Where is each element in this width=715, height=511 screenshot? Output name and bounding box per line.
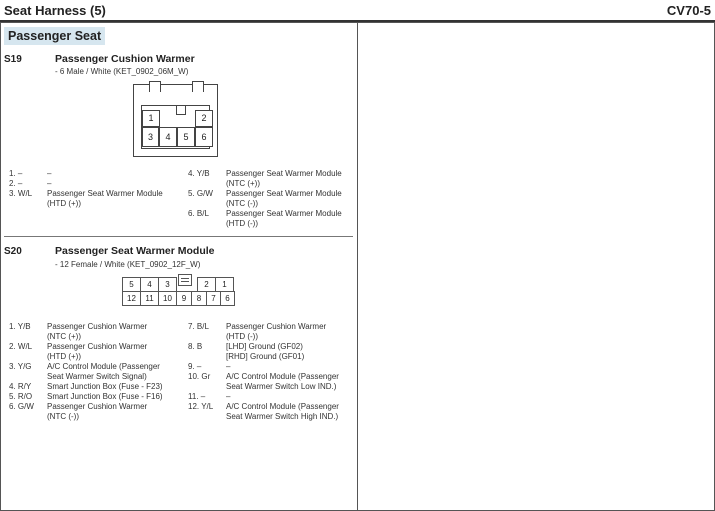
- page-title: Seat Harness (5): [4, 3, 106, 18]
- pin-cell: 3: [142, 127, 159, 147]
- pin-number: 6. G/W: [9, 402, 34, 411]
- section-separator: [4, 236, 353, 237]
- pin-description: –: [226, 362, 231, 371]
- pin-cell: 6: [220, 291, 235, 306]
- page-header: [0, 0, 715, 22]
- pin-cell: 8: [191, 291, 207, 306]
- connector-name-s19: Passenger Cushion Warmer: [55, 53, 195, 65]
- housing-tab-right: [192, 81, 204, 92]
- pin-row: [188, 209, 356, 229]
- pin-description: –: [226, 392, 231, 401]
- pin-cell: 11: [140, 291, 159, 306]
- pin-row: [9, 179, 184, 189]
- pin-cell: 2: [195, 110, 213, 127]
- pin-row: [188, 189, 356, 209]
- pin-description: –: [47, 169, 52, 178]
- pin-number: 4. R/Y: [9, 382, 32, 391]
- pin-description: Passenger Seat Warmer Module (HTD (+)): [47, 189, 163, 208]
- pin-row: [9, 322, 187, 342]
- pin-cell: 5: [177, 127, 195, 147]
- pin-description: Passenger Cushion Warmer (HTD (-)): [226, 322, 327, 341]
- connector-key: [176, 105, 186, 115]
- pin-cell: 12: [122, 291, 141, 306]
- pin-number: 2. –: [9, 179, 23, 188]
- pin-description: Passenger Cushion Warmer (NTC (+)): [47, 322, 148, 341]
- pin-row: [188, 322, 356, 342]
- pin-row: [188, 169, 356, 189]
- connector-latch: [178, 274, 192, 286]
- pin-cell: 3: [158, 277, 177, 292]
- connector-spec-s19: - 6 Male / White (KET_0902_06M_W): [55, 67, 189, 76]
- pin-list-s20-right: [188, 322, 356, 422]
- pin-description: Passenger Seat Warmer Module (HTD (-)): [226, 209, 342, 228]
- pin-cell: 7: [206, 291, 221, 306]
- housing-tab-left: [149, 81, 161, 92]
- pin-number: 2. W/L: [9, 342, 33, 351]
- pin-row: [9, 362, 187, 382]
- pin-cell: 4: [159, 127, 177, 147]
- pin-description: Passenger Seat Warmer Module (NTC (+)): [226, 169, 342, 188]
- pin-number: 10. Gr: [188, 372, 211, 381]
- pin-number: 7. B/L: [188, 322, 209, 331]
- pin-number: 12. Y/L: [188, 402, 214, 411]
- pin-row: [9, 392, 187, 402]
- pin-cell: 10: [158, 291, 177, 306]
- pin-row: [188, 392, 356, 402]
- pin-number: 5. R/O: [9, 392, 33, 401]
- connector-id-s19: S19: [4, 54, 22, 65]
- pin-cell: 2: [197, 277, 216, 292]
- connector-name-s20: Passenger Seat Warmer Module: [55, 245, 215, 257]
- pin-list-s19-right: [188, 169, 356, 229]
- pin-number: 3. W/L: [9, 189, 33, 198]
- pin-row: [9, 402, 187, 422]
- pin-row: [188, 362, 356, 372]
- pin-number: 3. Y/G: [9, 362, 32, 371]
- section-title: Passenger Seat: [4, 27, 105, 45]
- pin-description: Passenger Seat Warmer Module (NTC (-)): [226, 189, 342, 208]
- pin-list-s19-left: [9, 169, 184, 209]
- pin-number: 5. G/W: [188, 189, 213, 198]
- connector-diagram-s20: [121, 276, 235, 306]
- pin-description: A/C Control Module (Passenger Seat Warmer Switch High IND.): [226, 402, 339, 421]
- pin-number: 1. –: [9, 169, 23, 178]
- pin-description: Passenger Cushion Warmer (NTC (-)): [47, 402, 148, 421]
- pin-description: A/C Control Module (Passenger Seat Warmer Switch Signal): [47, 362, 160, 381]
- pin-row: [9, 189, 184, 209]
- pin-number: 8. B: [188, 342, 203, 351]
- column-divider: [357, 22, 358, 511]
- pin-description: A/C Control Module (Passenger Seat Warmer Switch Low IND.): [226, 372, 339, 391]
- pin-row: [188, 372, 356, 392]
- connector-id-s20: S20: [4, 246, 22, 257]
- pin-number: 11. –: [188, 392, 206, 401]
- pin-cell: 6: [195, 127, 213, 147]
- pin-row: [9, 169, 184, 179]
- pin-description: Passenger Cushion Warmer (HTD (+)): [47, 342, 148, 361]
- pin-row: [9, 342, 187, 362]
- pin-cell: 5: [122, 277, 141, 292]
- pin-row: [188, 402, 356, 422]
- connector-spec-s20: - 12 Female / White (KET_0902_12F_W): [55, 260, 201, 269]
- pin-description: [LHD] Ground (GF02) [RHD] Ground (GF01): [226, 342, 305, 361]
- connector-diagram-s19: [133, 84, 218, 157]
- pin-description: Smart Junction Box (Fuse - F23): [47, 382, 163, 391]
- pin-list-s20-left: [9, 322, 187, 422]
- page-code: CV70-5: [666, 3, 711, 18]
- pin-description: –: [47, 179, 52, 188]
- pin-cell: 1: [215, 277, 234, 292]
- pin-number: 4. Y/B: [188, 169, 210, 178]
- pin-cell: 9: [176, 291, 192, 306]
- pin-row: [188, 342, 356, 362]
- pin-number: 6. B/L: [188, 209, 209, 218]
- pin-description: Smart Junction Box (Fuse - F16): [47, 392, 163, 401]
- pin-cell: 1: [142, 110, 160, 127]
- pin-row: [9, 382, 187, 392]
- pin-cell: 4: [140, 277, 159, 292]
- pin-number: 1. Y/B: [9, 322, 31, 331]
- pin-number: 9. –: [188, 362, 202, 371]
